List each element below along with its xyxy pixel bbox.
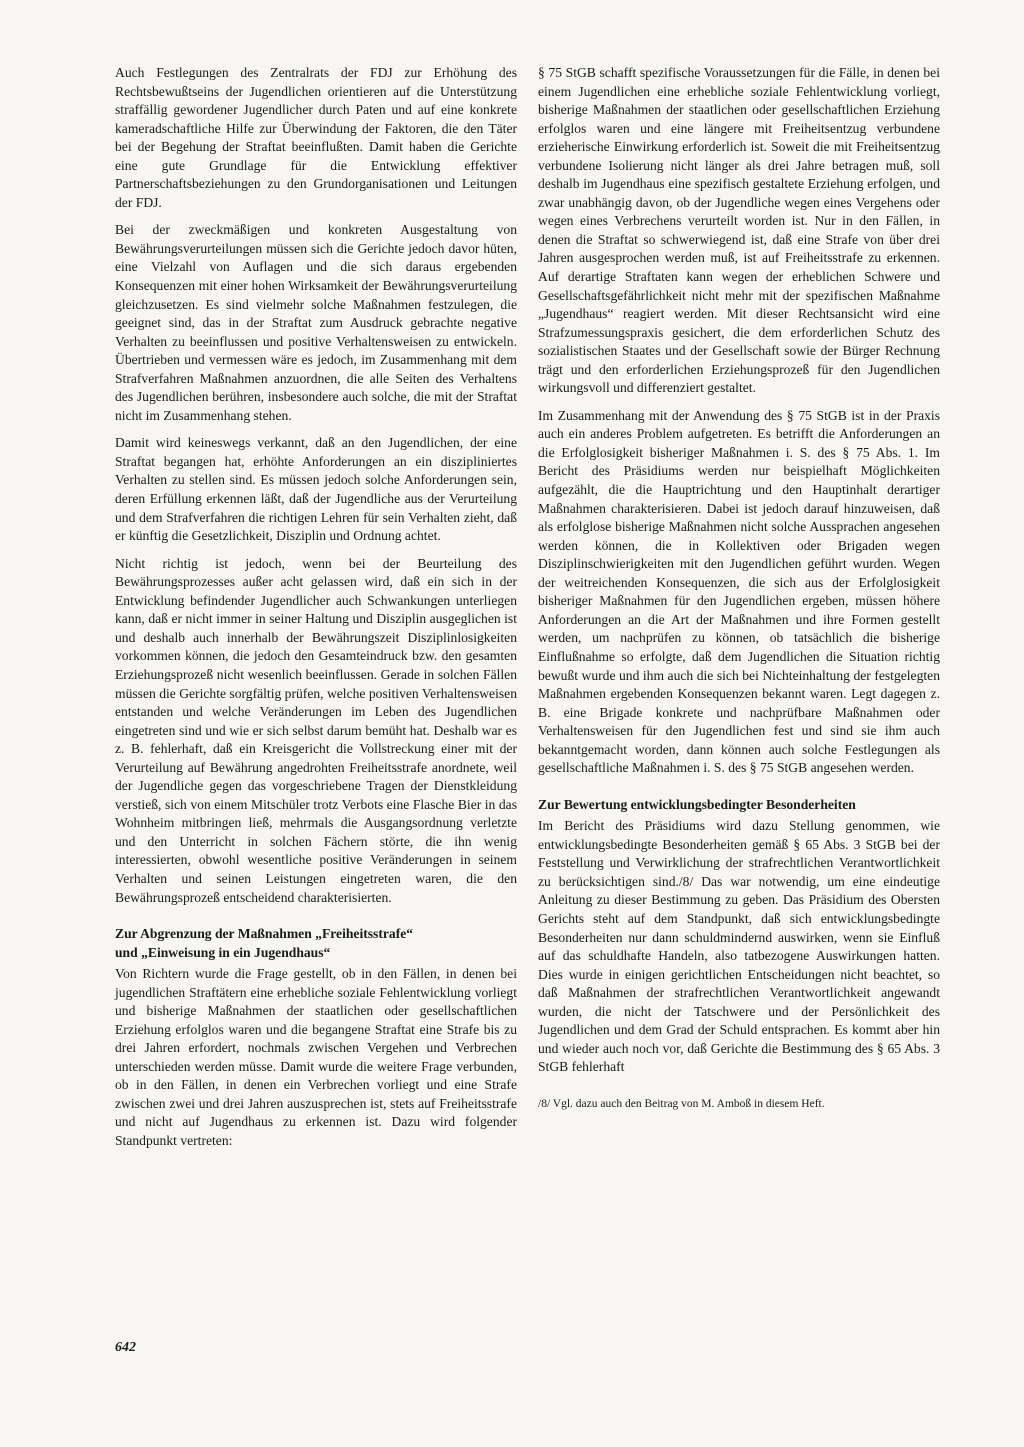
right-column xyxy=(538,64,940,1111)
page-number: 642 xyxy=(115,1340,136,1355)
paragraph: Im Bericht des Präsidiums wird dazu Stellung genommen, wie entwicklungsbedingte Besonderheiten gemäß § 65 Abs. 3 StGB bei der Feststellung und Verwirklichung der strafrechtlichen Verantwortlichkeit zu berücksichtigen sind./8/ Das war notwendig, um eine eindeutige Anleitung zu dieser Bestimmung zu geben. Das Präsidium des Obersten Gerichts steht auf dem Standpunkt, daß sich entwicklungsbedingte Besonderheiten nur dann schuldmindernd auswirken, wenn sie Einfluß auf das schuldhafte Handeln, also tatbezogene Auswirkungen hatten. Dies wurde in einigen gerichtlichen Entscheidungen nicht beachtet, so daß Maßnahmen der strafrechtlichen Verantwortlichkeit angewandt wurden, die nicht der Tatschwere und der Persönlichkeit des Jugendlichen und dem Grad der Schuld entsprachen. Es kommt aber hin und wieder auch noch vor, daß Gerichte die Bestimmung des § 65 Abs. 3 StGB fehlerhaft xyxy=(538,818,940,1075)
paragraph: Bei der zweckmäßigen und konkreten Ausgestaltung von Bewährungsverurteilungen müssen sich die Gerichte jedoch davor hüten, eine Vielzahl von Auflagen und die sich daraus ergebenden Konsequenzen mit einer hohen Wirksamkeit der Bewährungsverurteilung gleichzusetzen. Es sind vielmehr solche Maßnahmen festzulegen, die geeignet sind, das in der Straftat zum Ausdruck gebrachte negative Verhalten zu beeinflussen und positive Verhaltensweisen zu entwickeln. Übertrieben und vermessen wäre es jedoch, im Zusammenhang mit dem Strafverfahren Maßnahmen anzuordnen, die alle Seiten des Verhaltens des Jugendlichen berühren, insbesondere auch solche, die mit der Straftat nicht im Zusammenhang stehen. xyxy=(115,222,517,423)
paragraph: Auch Festlegungen des Zentralrats der FDJ zur Erhöhung des Rechtsbewußtseins der Jugendlichen orientieren auf die Unterstützung straffällig gewordener Jugendlicher durch Paten und auf eine konkrete kameradschaftliche Hilfe zur Überwindung der Faktoren, die den Täter bei der Begehung der Straftat beeinflußten. Damit haben die Gerichte eine gute Grundlage für die Entwicklung effektiver Partnerschaftsbeziehungen zu den Grundorganisationen und Leitungen der FDJ. xyxy=(115,65,517,210)
paragraph: Damit wird keineswegs verkannt, daß an den Jugendlichen, der eine Straftat begangen hat, erhöhte Anforderungen an ein diszipliniertes Verhalten zu stellen sind. Es müssen jedoch solche Anforderungen sein, deren Erfüllung erkennen läßt, daß der Jugendliche aus der Verurteilung und dem Strafverfahren die richtigen Lehren für sein Verhalten zieht, daß er künftig die Gesetzlichkeit, Disziplin und Ordnung achtet. xyxy=(115,435,517,544)
section-heading xyxy=(115,925,517,962)
paragraph: Im Zusammenhang mit der Anwendung des § 75 StGB ist in der Praxis auch ein anderes Problem aufgetreten. Es betrifft die Anforderungen an die Erfolglosigkeit bisheriger Maßnahmen i. S. des § 75 Abs. 1. Im Bericht des Präsidiums werden nur beispielhaft Möglichkeiten aufgezählt, die die Hauptrichtung und den Hauptinhalt derartiger Maßnahmen charakterisieren. Dabei ist jedoch darauf hinzuweisen, daß als erfolglose bisherige Maßnahmen nicht solche Aussprachen angesehen werden können, die in Kollektiven oder Brigaden wegen Disziplinschwierigkeiten mit den Jugendlichen geführt wurden. Wegen der weitreichenden Konsequenzen, die sich aus der Erfolglosigkeit bisheriger Maßnahmen für den Jugendlichen ergeben, müssen höhere Anforderungen an die Art der Maßnahmen und ihre Formen gestellt werden, um nachprüfen zu können, ob tatsächlich die bisherige Einflußnahme so erfolgte, daß dem Jugendlichen die Situation richtig bewußt wurde und ihm auch die sich bei Nichteinhaltung der festgelegten Maßnahmen ergebenden Konsequenzen bekannt waren. Legt dagegen z. B. eine Brigade konkrete und nachprüfbare Maßnahmen oder Verhaltensweisen für den Jugendlichen fest und sind sie ihm auch bekanntgemacht worden, dann können auch solche Festlegungen als gesellschaftliche Maßnahmen i. S. des § 75 StGB angesehen werden. xyxy=(538,407,940,776)
left-column xyxy=(115,64,517,1160)
section-heading: Zur Bewertung entwicklungsbedingter Besonderheiten xyxy=(538,796,856,812)
paragraph: Nicht richtig ist jedoch, wenn bei der Beurteilung des Bewährungsprozesses außer acht gelassen wird, daß ein sich in der Entwicklung befindender Jugendlicher auch Schwankungen unterliegen kann, daß er nicht immer in seiner Haltung und Disziplin ausgeglichen ist und deshalb auch innerhalb der Bewährungszeit Disziplinlosigkeiten vorkommen können, die jedoch den Gesamteindruck bzw. den gesamten Erziehungsprozeß nicht wesenlich beeinflussen. Gerade in solchen Fällen müssen die Gerichte sorgfältig prüfen, welche positiven Verhaltensweisen entstanden und welche Veränderungen im Leben des Jugendlichen eingetreten sind und wie er sich selbst darum bemüht hat. Deshalb war es z. B. fehlerhaft, daß ein Kreisgericht die Vollstreckung einer mit der Verurteilung auf Bewährung angedrohten Freiheitsstrafe anordnete, weil der Jugendliche gegen das vorgeschriebene Tragen der Dienstkleidung verstieß, sich von einem Mitschüler trotz Verbots eine Flasche Bier in das Wohnheim mitbringen ließ, mehrmals die Ausgangsordnung verletzte und den Unterricht in solchen Fächern störte, die ihn wenig interessierten, obwohl wesentliche positive Veränderungen in seinem Verhalten und seinen Leistungen eingetreten waren, die den Bewährungsprozeß entscheidend charakterisierten. xyxy=(115,555,517,905)
footnote: /8/ Vgl. dazu auch den Beitrag von M. Amboß in diesem Heft. xyxy=(538,1097,825,1110)
paragraph: Von Richtern wurde die Frage gestellt, ob in den Fällen, in denen bei jugendlichen Straftätern eine erhebliche soziale Fehlentwicklung vorliegt und bisherige Maßnahmen der staatlichen oder gesellschaftlichen Erziehung erfolglos waren und die begangene Straftat eine Strafe bis zu drei Jahren erfordert, nochmals zwischen Vergehen und Verbrechen unterschieden werden müsse. Damit wurde die weitere Frage verbunden, ob in den Fällen, in denen ein Verbrechen vorliegt und eine Strafe zwischen zwei und drei Jahren auszusprechen ist, stets auf Freiheitsstrafe und nicht auf Jugendhaus zu erkennen ist. Dazu wird folgender Standpunkt vertreten: xyxy=(115,966,517,1148)
section-heading-line: Zur Abgrenzung der Maßnahmen „Freiheitsstrafe“ xyxy=(115,926,414,942)
section-heading-line: und „Einweisung in ein Jugendhaus“ xyxy=(115,944,331,960)
paragraph: § 75 StGB schafft spezifische Voraussetzungen für die Fälle, in denen bei einem Jugendlichen eine erhebliche soziale Fehlentwicklung vorliegt, bisherige Maßnahmen der staatlichen oder gesellschaftlichen Erziehung erfolglos waren und eine längere mit Freiheitsentzug verbundene erzieherische Einwirkung erforderlich ist. Soweit die mit Freiheitsentzug verbundene Isolierung nicht länger als drei Jahre betragen muß, soll deshalb im Jugendhaus eine spezifisch gestaltete Erziehung erfolgen, und zwar unabhängig davon, ob der Jugendliche wegen eines Vergehens oder wegen eines Verbrechens verurteilt worden ist. Nur in den Fällen, in denen die Straftat so schwerwiegend ist, daß eine Strafe von über drei Jahren ausgesprochen werden muß, ist auf Freiheitsstrafe zu erkennen. Auf derartige Straftaten kann wegen der erheblichen Schwere und Gesellschaftsgefährlichkeit nicht mehr mit der spezifischen Maßnahme „Jugendhaus“ reagiert werden. Mit dieser Rechtsansicht wird eine Strafzumessungspraxis gesichert, die dem erforderlichen Schutz des sozialistischen Staates und der Gesellschaft sowie der Bürger Rechnung trägt und den erforderlichen Erziehungsprozeß für den Jugendlichen wirkungsvoll und differenziert gestaltet. xyxy=(538,65,940,396)
